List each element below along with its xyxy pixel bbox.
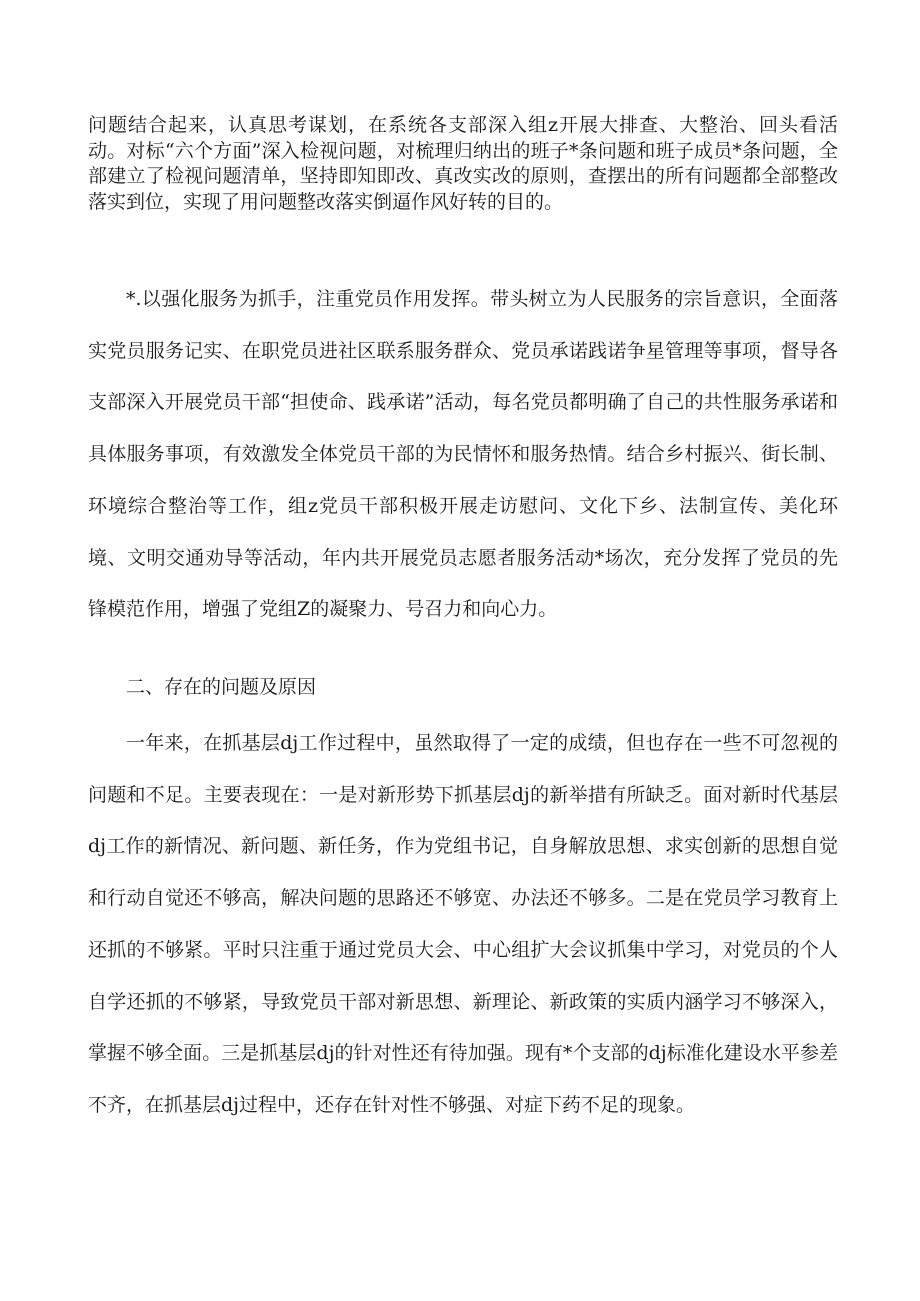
paragraph-service: *.以强化服务为抓手，注重党员作用发挥。带头树立为人民服务的宗旨意识，全面落实党员服务记实、在职党员进社区联系服务群众、党员承诺践诺争星管理等事项，督导各支部深入开展党员干部“担使命、践承诺”活动，每名党员都明确了自己的共性服务承诺和具体服务事项，有效激发全体党员干部的为民情怀和服务热情。结合乡村振兴、街长制、环境综合整治等工作，组z党员干部积极开展走访慰问、文化下乡、法制宣传、美化环境、文明交通劝导等活动，年内共开展党员志愿者服务活动*场次，充分发挥了党员的先锋模范作用，增强了党组Z的凝聚力、号召力和向心力。 (88, 288, 838, 621)
section-heading: 二、存在的问题及原因 (126, 676, 317, 698)
paragraph-problems: 一年来，在抓基层dj工作过程中，虽然取得了一定的成绩，但也存在一些不可忽视的问题和不足。主要表现在：一是对新形势下抓基层dj的新举措有所缺乏。面对新时代基层dj工作的新情况、新问题、新任务，作为党组书记，自身解放思想、求实创新的思想自觉和行动自觉还不够高，解决问题的思路还不够宽、办法还不够多。二是在党员学习教育上还抓的不够紧。平时只注重于通过党员大会、中心组扩大会议抓集中学习，对党员的个人自学还抓的不够紧，导致党员干部对新思想、新理论、新政策的实质内涵学习不够深入，掌握不够全面。三是抓基层dj的针对性还有待加强。现有*个支部的dj标准化建设水平参差不齐，在抓基层dj过程中，还存在针对性不够强、对症下药不足的现象。 (88, 732, 838, 1116)
paragraph-continuation: 问题结合起来，认真思考谋划，在系统各支部深入组z开展大排查、大整治、回头看活动。对标“六个方面”深入检视问题，对梳理归纳出的班子*条问题和班子成员*条问题，全部建立了检视问题清单，坚持即知即改、真改实改的原则，查摆出的所有问题都全部整改落实到位，实现了用问题整改落实倒逼作风好转的目的。 (88, 114, 838, 213)
